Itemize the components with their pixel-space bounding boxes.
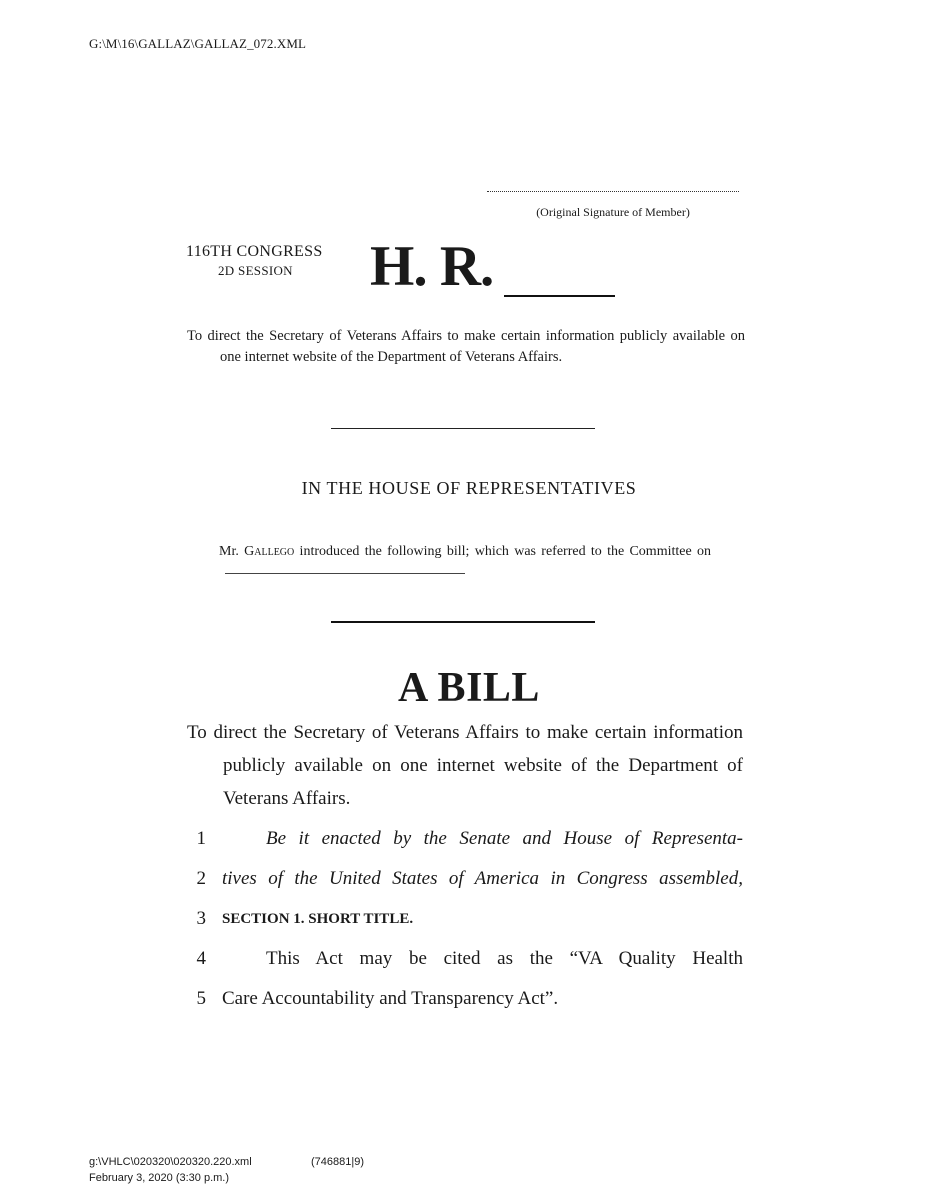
footer-date: February 3, 2020 (3:30 p.m.) [89,1172,230,1184]
file-path: G:\M\16\GALLAZ\GALLAZ_072.XML [89,36,307,51]
introduction-paragraph [219,541,711,583]
section-heading: SECTION 1. SHORT TITLE. [222,911,414,927]
purpose-summary-text: To direct the Secretary of Veterans Affairs to make certain information publicly available on one internet website of the Department of Veterans Affairs. [187,328,745,365]
congress-session: 2D SESSION [218,263,293,278]
introduction-text: introduced the following bill; which was referred to the Committee on [294,544,711,559]
bill-line [0,988,938,1018]
footer-code: (746881|9) [311,1156,365,1168]
line-text: This Act may be cited as the “VA Quality Health [266,948,743,969]
bill-line [0,868,938,898]
line-number: 4 [196,948,206,969]
bill-number-blank [504,295,615,297]
congress-number: 116TH CONGRESS [186,243,323,260]
signature-line [487,183,739,192]
line-number: 1 [196,828,206,849]
line-text: Be it enacted by the Senate and House of Representa- [266,828,743,849]
bill-purpose-text: To direct the Secretary of Veterans Affairs to make certain information publicly available on one internet website of the Department of Veterans Affairs. [187,722,743,809]
divider [331,428,595,429]
line-number: 3 [196,908,206,929]
chamber-heading: IN THE HOUSE OF REPRESENTATIVES [301,478,637,498]
committee-blank [225,572,465,574]
bill-line [0,908,938,938]
footer-file: g:\VHLC\020320\020320.220.xml [89,1156,252,1168]
line-number: 5 [196,988,206,1009]
signature-caption: (Original Signature of Member) [536,205,690,219]
line-number: 2 [196,868,206,889]
bill-line [0,948,938,978]
line-text: tives of the United States of America in Congress assembled, [222,868,743,889]
bill-purpose [187,716,743,815]
bill-designation: H. R. [370,235,494,298]
member-name: Gallego [244,544,295,559]
bill-line [0,828,938,858]
bill-heading: A BILL [398,665,540,711]
divider-thick [331,621,595,623]
member-title: Mr. [219,544,245,559]
purpose-summary [187,326,745,368]
line-text: Care Accountability and Transparency Act”. [222,988,559,1009]
